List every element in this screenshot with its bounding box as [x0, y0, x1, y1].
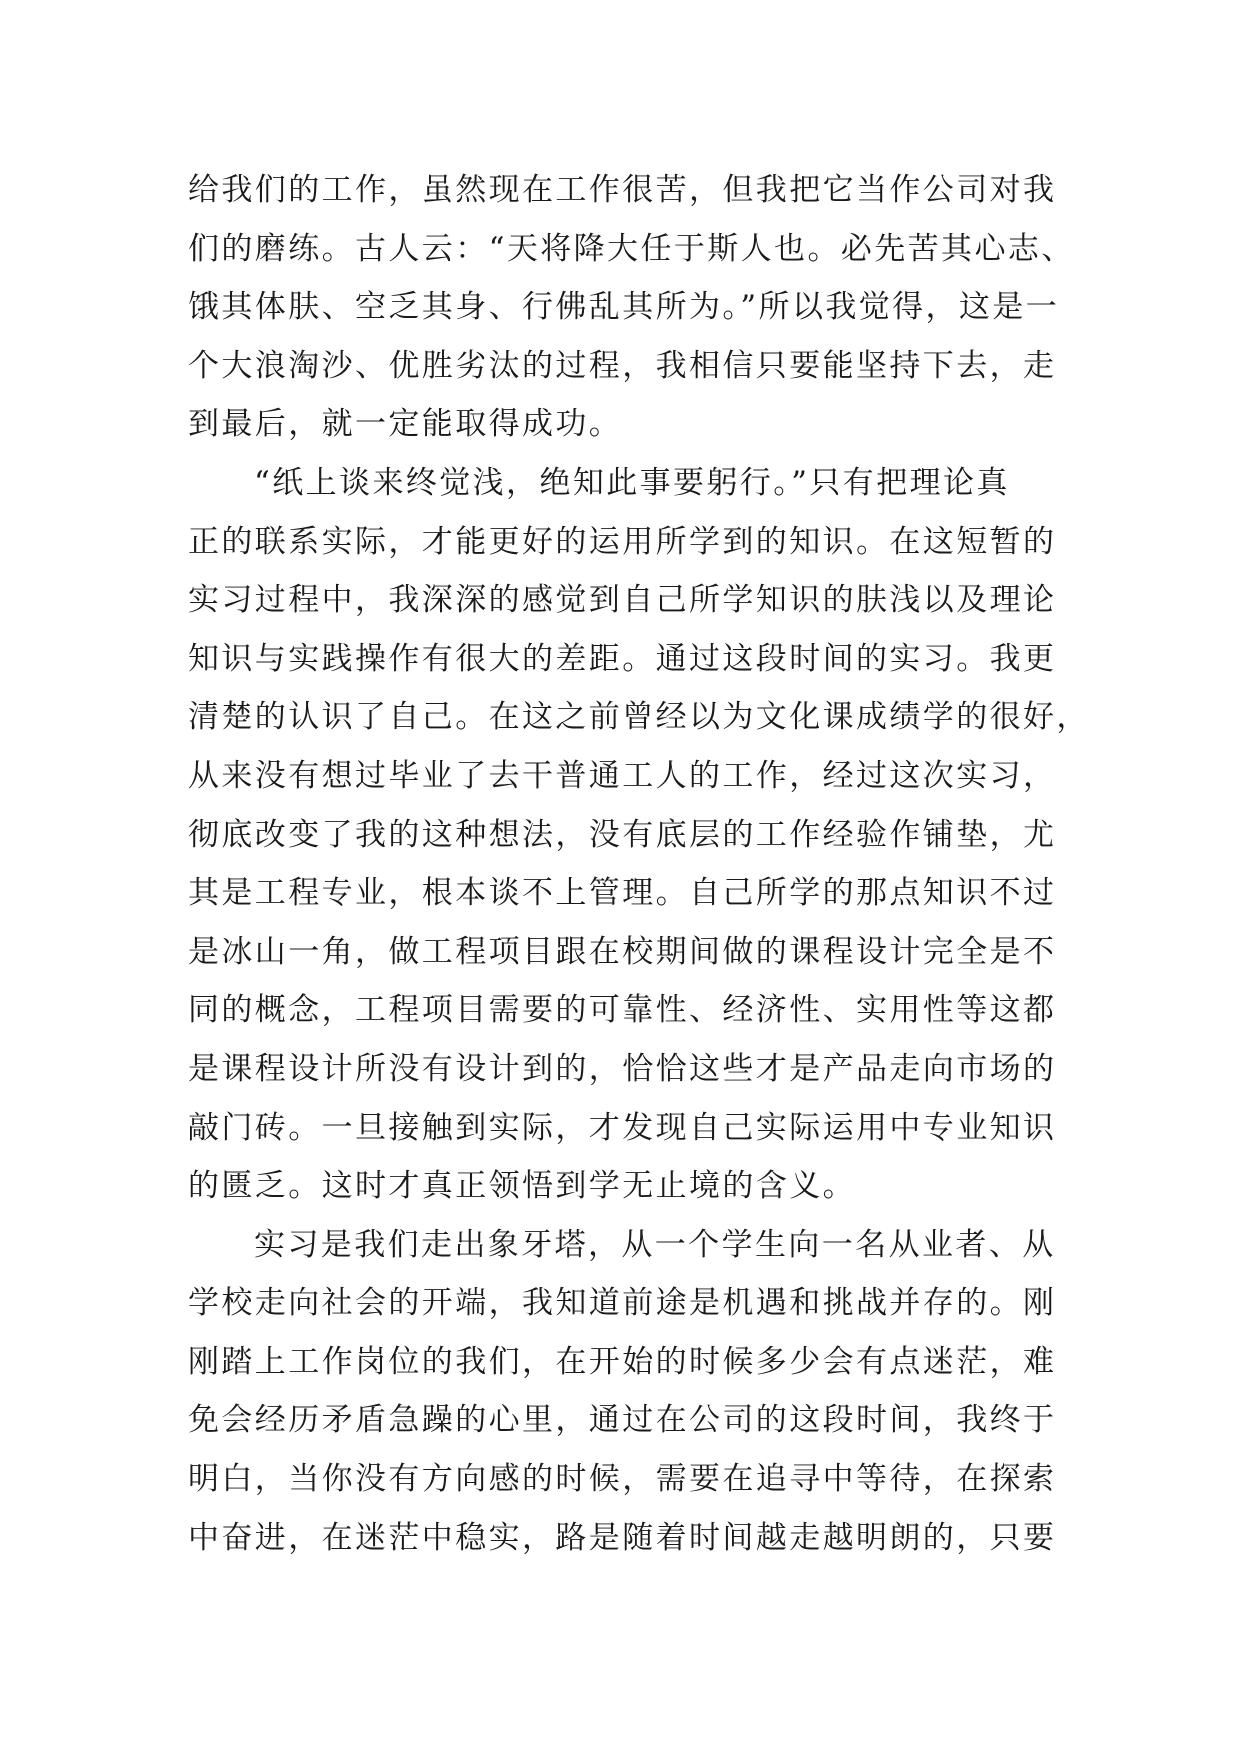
text-line: 到最后，就一定能取得成功。 [188, 406, 623, 443]
paragraph-3 [188, 1216, 1068, 1568]
text-line: 同的概念，工程项目需要的可靠性、经济性、实用性等这都 [188, 992, 1057, 1029]
text-line: 中奋进，在迷茫中稳实，路是随着时间越走越明朗的，只要 [188, 1519, 1057, 1556]
text-line: “纸上谈来终觉浅，绝知此事要躬行。”只有把理论真 [254, 464, 1010, 501]
text-line: 们的磨练。古人云：“天将降大任于斯人也。必先苦其心志、 [188, 230, 1075, 267]
paragraph-2 [188, 454, 1090, 1216]
text-line: 清楚的认识了自己。在这之前曾经以为文化课成绩学的很好， [188, 699, 1090, 736]
text-line: 知识与实践操作有很大的差距。通过这段时间的实习。我更 [188, 640, 1057, 677]
text-line: 明白，当你没有方向感的时候，需要在追寻中等待，在探索 [188, 1461, 1057, 1498]
text-line: 是冰山一角，做工程项目跟在校期间做的课程设计完全是不 [188, 933, 1057, 970]
text-line: 正的联系实际，才能更好的运用所学到的知识。在这短暂的 [188, 523, 1057, 560]
text-line: 彻底改变了我的这种想法，没有底层的工作经验作铺垫，尤 [188, 816, 1057, 853]
text-line: 实习过程中，我深深的感觉到自己所学知识的肤浅以及理论 [188, 582, 1057, 619]
text-line: 实习是我们走出象牙塔，从一个学生向一名从业者、从 [254, 1226, 1056, 1263]
text-line: 是课程设计所没有设计到的，恰恰这些才是产品走向市场的 [188, 1050, 1057, 1087]
text-line: 饿其体肤、空乏其身、行佛乱其所为。”所以我觉得，这是一 [188, 289, 1060, 326]
text-line: 的匮乏。这时才真正领悟到学无止境的含义。 [188, 1168, 856, 1205]
text-line: 个大浪淘沙、优胜劣汰的过程，我相信只要能坚持下去，走 [188, 347, 1057, 384]
text-line: 给我们的工作，虽然现在工作很苦，但我把它当作公司对我 [188, 172, 1057, 208]
text-line: 学校走向社会的开端，我知道前途是机遇和挑战并存的。刚 [188, 1285, 1057, 1322]
text-line: 敲门砖。一旦接触到实际，才发现自己实际运用中专业知识 [188, 1109, 1057, 1146]
paragraph-1 [188, 161, 1075, 454]
text-line: 从来没有想过毕业了去干普通工人的工作，经过这次实习， [188, 757, 1057, 794]
text-line: 刚踏上工作岗位的我们，在开始的时候多少会有点迷茫，难 [188, 1343, 1057, 1380]
text-line: 免会经历矛盾急躁的心里，通过在公司的这段时间，我终于 [188, 1402, 1057, 1439]
text-line: 其是工程专业，根本谈不上管理。自己所学的那点知识不过 [188, 875, 1057, 912]
body-text [188, 161, 1090, 1567]
